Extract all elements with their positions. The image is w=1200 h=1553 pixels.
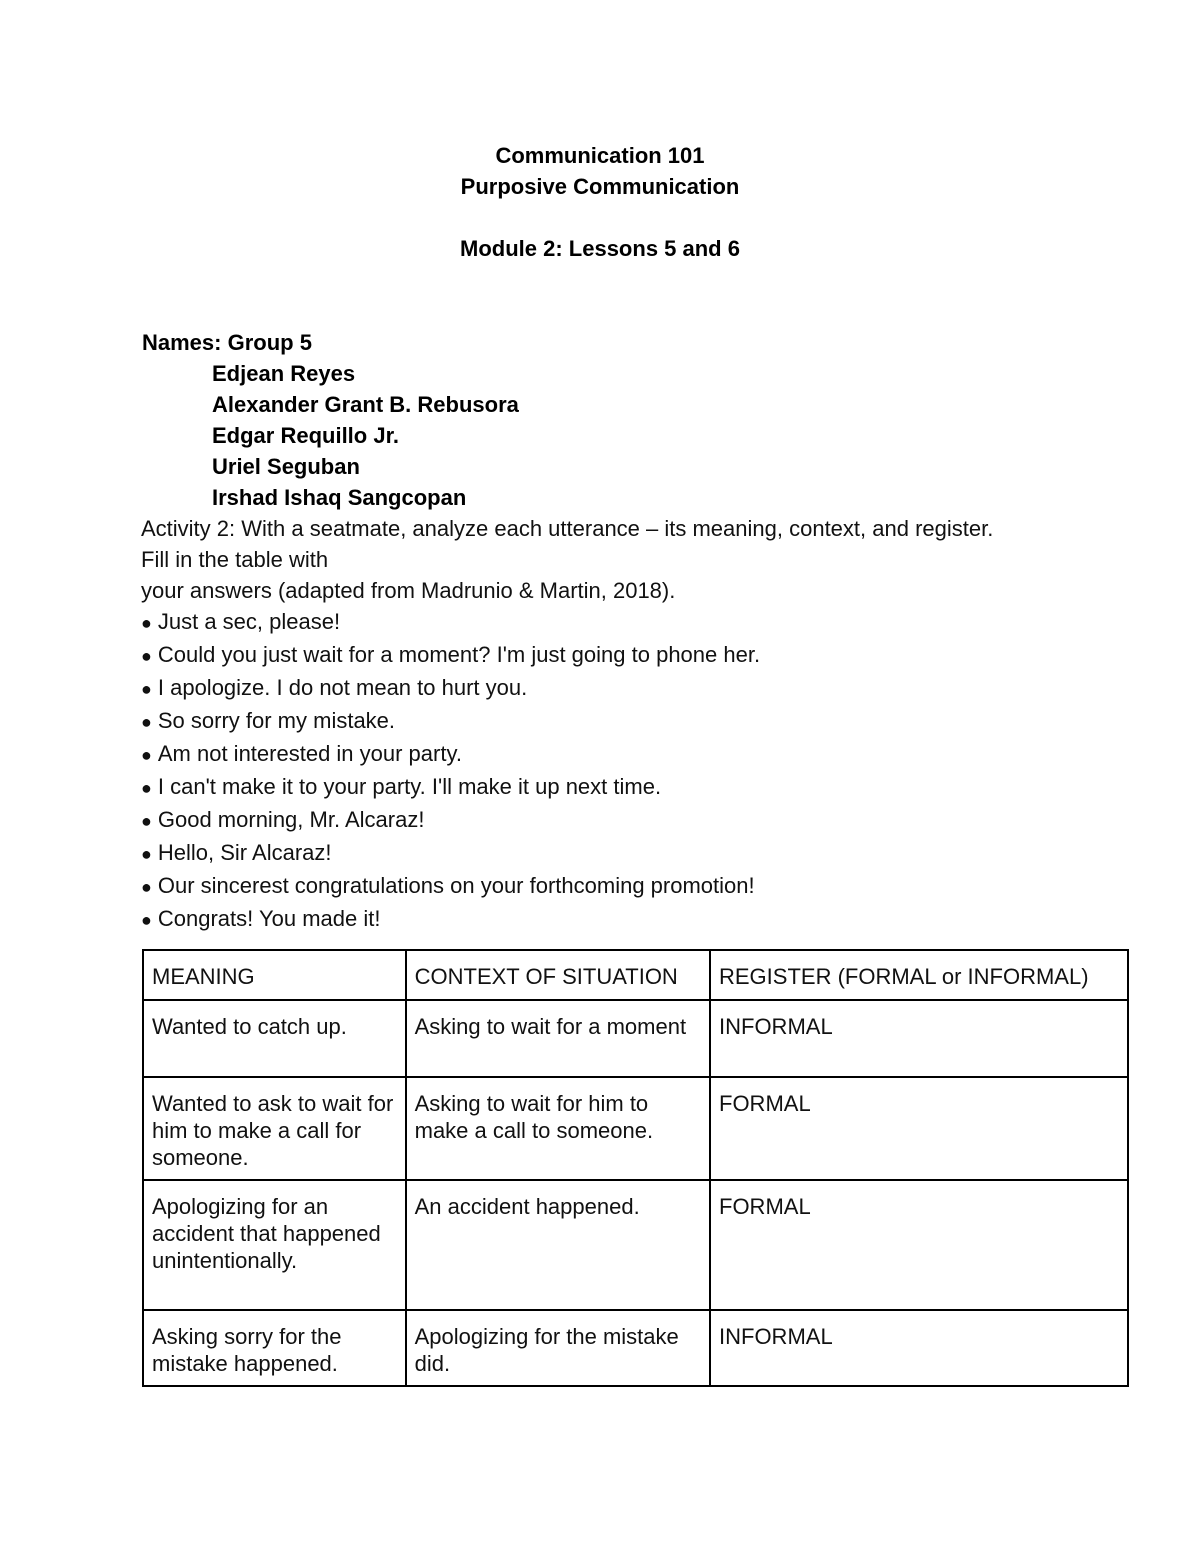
table-header-row [143, 950, 1128, 1000]
list-item [141, 606, 1121, 639]
bullet-icon: ● [141, 778, 152, 798]
bullet-icon: ● [141, 745, 152, 765]
utterance-text: Good morning, Mr. Alcaraz! [157, 807, 425, 832]
table-row [143, 1077, 1128, 1180]
utterance-list [141, 606, 1121, 936]
table-row [143, 1000, 1128, 1077]
document-header [0, 140, 1200, 264]
list-item [141, 870, 1121, 903]
group-member: Uriel Seguban [212, 454, 360, 479]
bullet-icon: ● [141, 811, 152, 831]
course-title: Purposive Communication [460, 174, 740, 199]
utterance-text: Just a sec, please! [157, 609, 341, 634]
course-code: Communication 101 [495, 143, 705, 168]
answers-table [142, 949, 1129, 1387]
utterance-text: Our sincerest congratulations on your forthcoming promotion! [157, 873, 755, 898]
column-header-register: REGISTER (FORMAL or INFORMAL) [710, 950, 1128, 1000]
table-cell: Apologizing for an accident that happened unintentionally. [143, 1180, 406, 1310]
list-item [141, 804, 1121, 837]
table-cell: An accident happened. [406, 1180, 710, 1310]
bullet-icon: ● [141, 679, 152, 699]
utterance-text: Could you just wait for a moment? I'm just going to phone her. [157, 642, 761, 667]
table-cell: Asking to wait for a moment [406, 1000, 710, 1077]
utterance-text: So sorry for my mistake. [157, 708, 396, 733]
module-title: Module 2: Lessons 5 and 6 [460, 236, 740, 261]
column-header-context: CONTEXT OF SITUATION [406, 950, 710, 1000]
list-item [141, 837, 1121, 870]
group-member: Alexander Grant B. Rebusora [212, 392, 519, 417]
bullet-icon: ● [141, 910, 152, 930]
list-item [141, 639, 1121, 672]
table-cell: INFORMAL [710, 1310, 1128, 1386]
list-item [141, 672, 1121, 705]
group-member: Irshad Ishaq Sangcopan [212, 485, 467, 510]
table-cell: Wanted to catch up. [143, 1000, 406, 1077]
bullet-icon: ● [141, 613, 152, 633]
table-cell: Wanted to ask to wait for him to make a call for someone. [143, 1077, 406, 1180]
list-item [141, 738, 1121, 771]
list-item [141, 705, 1121, 738]
utterance-text: Am not interested in your party. [157, 741, 462, 766]
utterance-text: I apologize. I do not mean to hurt you. [157, 675, 528, 700]
table-cell: INFORMAL [710, 1000, 1128, 1077]
activity-section [141, 513, 1121, 936]
utterance-text: Congrats! You made it! [157, 906, 381, 931]
list-item [141, 771, 1121, 804]
table-cell: Asking sorry for the mistake happened. [143, 1310, 406, 1386]
group-member: Edgar Requillo Jr. [212, 423, 400, 448]
bullet-icon: ● [141, 712, 152, 732]
column-header-meaning: MEANING [143, 950, 406, 1000]
table-cell: FORMAL [710, 1180, 1128, 1310]
activity-instruction: Activity 2: With a seatmate, analyze each utterance – its meaning, context, and register. [141, 516, 994, 541]
names-label: Names: Group 5 [142, 330, 312, 355]
utterance-text: I can't make it to your party. I'll make it up next time. [157, 774, 662, 799]
activity-instruction-cont: Fill in the table with [141, 547, 329, 572]
bullet-icon: ● [141, 646, 152, 666]
table-cell: FORMAL [710, 1077, 1128, 1180]
table-cell: Apologizing for the mistake did. [406, 1310, 710, 1386]
group-member: Edjean Reyes [212, 361, 356, 386]
utterance-text: Hello, Sir Alcaraz! [157, 840, 332, 865]
bullet-icon: ● [141, 844, 152, 864]
list-item [141, 903, 1121, 936]
activity-instruction-cont: your answers (adapted from Madrunio & Martin, 2018). [141, 578, 676, 603]
table-row [143, 1180, 1128, 1310]
bullet-icon: ● [141, 877, 152, 897]
table-row [143, 1310, 1128, 1386]
table-cell: Asking to wait for him to make a call to someone. [406, 1077, 710, 1180]
group-names [142, 327, 519, 513]
